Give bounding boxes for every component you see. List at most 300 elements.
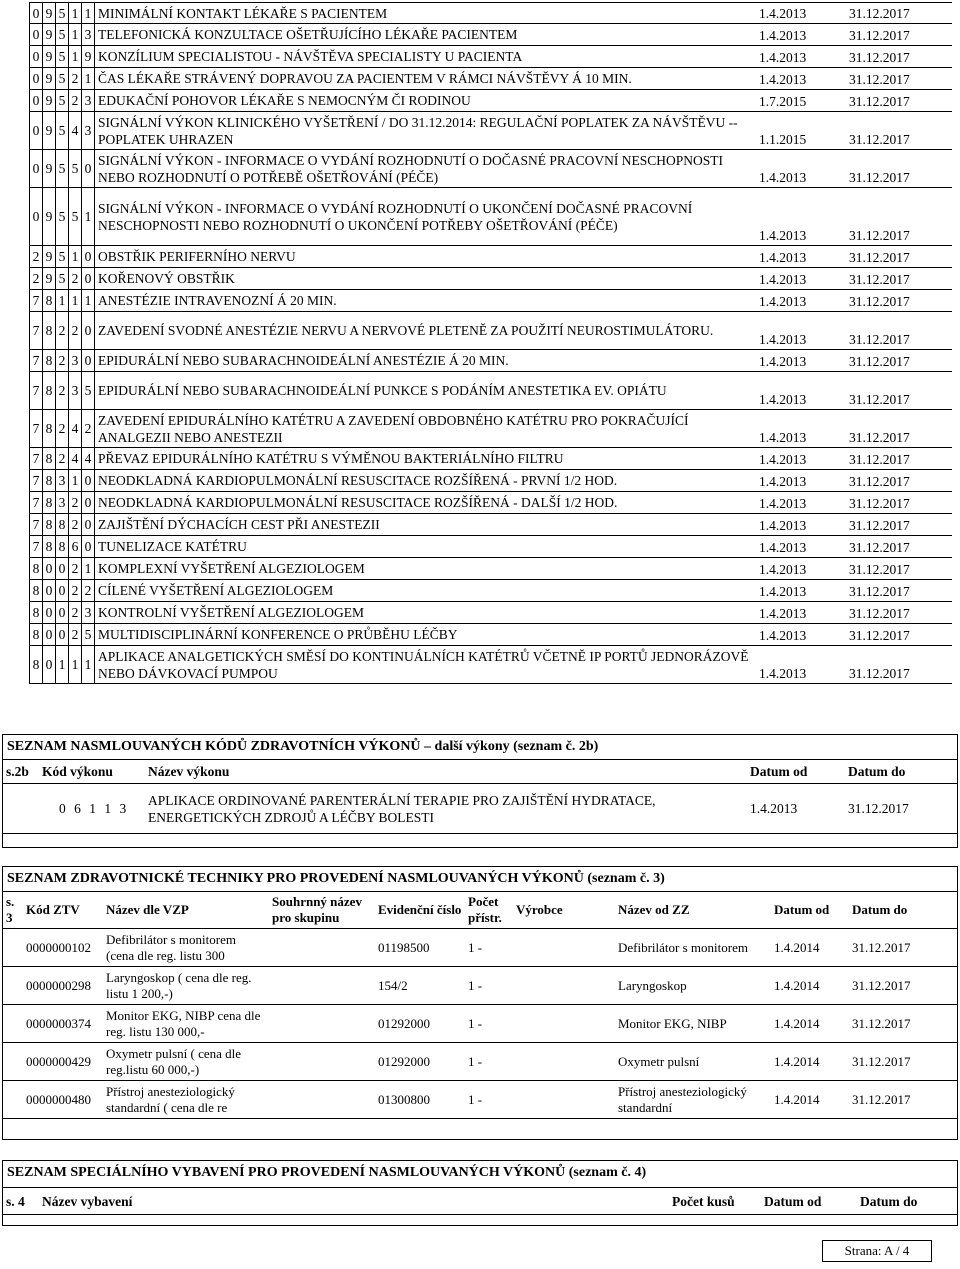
table-row [30, 410, 953, 448]
code-digit: 9 [43, 68, 56, 90]
date-from: 1.4.2013 [756, 410, 846, 448]
section-3 [2, 866, 958, 1140]
code-digit: 0 [82, 150, 95, 188]
code-digit: 0 [82, 492, 95, 514]
ztv-code: 0000000429 [23, 1043, 103, 1081]
date-from: 1.7.2015 [756, 90, 846, 112]
zz-name: Monitor EKG, NIBP [615, 1005, 771, 1043]
table-row [30, 372, 953, 410]
code-digit: 8 [43, 492, 56, 514]
code-digit: 5 [69, 188, 82, 246]
date-from: 1.4.2013 [756, 470, 846, 492]
table-row [30, 24, 953, 46]
code-digit: 0 [82, 246, 95, 268]
table-row [30, 646, 953, 684]
code-digit: 2 [56, 410, 69, 448]
code-digit: 1 [82, 646, 95, 684]
date-to: 31.12.2017 [846, 514, 952, 536]
code-digit: 3 [56, 470, 69, 492]
code-digit: 1 [69, 470, 82, 492]
code-digit: 0 [30, 3, 43, 24]
date-from: 1.4.2013 [756, 312, 846, 350]
table-row [3, 784, 957, 834]
code-digit: 0 [82, 470, 95, 492]
code-digit: 0 [43, 624, 56, 646]
code-digit: 1 [82, 290, 95, 312]
procedure-name: KONTROLNÍ VYŠETŘENÍ ALGEZIOLOGEM [95, 602, 757, 624]
date-to: 31.12.2017 [846, 536, 952, 558]
table-row [30, 558, 953, 580]
vzp-name: Laryngoskop ( cena dle reg. listu 1 200,-) [103, 967, 269, 1005]
code-digit: 9 [43, 90, 56, 112]
code-digit: 0 [30, 68, 43, 90]
code-digit: 7 [30, 312, 43, 350]
procedures-table [29, 2, 952, 684]
device-count: 1 - [465, 1081, 513, 1119]
code-digit: 7 [30, 492, 43, 514]
date-to: 31.12.2017 [846, 410, 952, 448]
date-from: 1.4.2013 [756, 246, 846, 268]
code-digit: 1 [69, 24, 82, 46]
procedure-name: ČAS LÉKAŘE STRÁVENÝ DOPRAVOU ZA PACIENTEM V RÁMCI NÁVŠTĚVY Á 10 MIN. [95, 68, 757, 90]
code-digit: 9 [43, 188, 56, 246]
evid-number: 01300800 [375, 1081, 465, 1119]
procedure-name: CÍLENÉ VYŠETŘENÍ ALGEZIOLOGEM [95, 580, 757, 602]
section-2b [2, 734, 958, 848]
code-digit: 3 [82, 112, 95, 150]
code-digit: 8 [43, 514, 56, 536]
date-from: 1.4.2014 [771, 1043, 849, 1081]
code-digit: 8 [43, 536, 56, 558]
code-digit: 2 [30, 268, 43, 290]
date-from: 1.4.2013 [756, 150, 846, 188]
date-from: 1.4.2013 [756, 448, 846, 470]
col-s: s. 4 [3, 1188, 39, 1215]
table-row [30, 290, 953, 312]
code-digit: 0 [56, 580, 69, 602]
table-row [30, 312, 953, 350]
date-from: 1.4.2013 [756, 188, 846, 246]
code-digit: 8 [43, 312, 56, 350]
date-from: 1.4.2013 [756, 268, 846, 290]
col-ztv: Kód ZTV [23, 892, 103, 929]
date-to: 31.12.2017 [846, 46, 952, 68]
code-digit: 4 [69, 410, 82, 448]
date-to: 31.12.2017 [846, 68, 952, 90]
code-digit: 5 [56, 46, 69, 68]
code-digit: 2 [69, 624, 82, 646]
evid-number: 154/2 [375, 967, 465, 1005]
code-digit: 2 [30, 246, 43, 268]
code-digit: 9 [43, 268, 56, 290]
col-evid: Evidenční číslo [375, 892, 465, 929]
code-digit: 1 [69, 46, 82, 68]
code-digit: 7 [30, 448, 43, 470]
procedure-name: SIGNÁLNÍ VÝKON - INFORMACE O VYDÁNÍ ROZHODNUTÍ O UKONČENÍ DOČASNÉ PRACOVNÍ NESCHOPNOSTI NEBO ROZHODNUTÍ O UKONČENÍ POTŘEBY OŠETŘOVÁNÍ (PÉČE) [95, 188, 757, 246]
ztv-code: 0000000374 [23, 1005, 103, 1043]
code-digit: 7 [30, 410, 43, 448]
code-digit: 0 [30, 112, 43, 150]
code-digit: 2 [82, 580, 95, 602]
code-digit: 9 [43, 112, 56, 150]
row-from: 1.4.2013 [747, 784, 845, 834]
procedure-name: TELEFONICKÁ KONZULTACE OŠETŘUJÍCÍHO LÉKAŘE PACIENTEM [95, 24, 757, 46]
code-digit: 0 [30, 150, 43, 188]
code-digit: 0 [30, 46, 43, 68]
col-from: Datum od [771, 892, 849, 929]
date-from: 1.4.2013 [756, 350, 846, 372]
evid-number: 01198500 [375, 929, 465, 967]
vzp-name: Oxymetr pulsní ( cena dle reg.listu 60 000,-) [103, 1043, 269, 1081]
date-from: 1.4.2013 [756, 558, 846, 580]
code-digit: 0 [43, 646, 56, 684]
table-row [30, 3, 953, 24]
code-digit: 2 [69, 312, 82, 350]
table-row [30, 112, 953, 150]
code-digit: 1 [69, 646, 82, 684]
date-from: 1.4.2013 [756, 3, 846, 24]
code-digit: 1 [82, 188, 95, 246]
evid-number: 01292000 [375, 1005, 465, 1043]
code-digit: 5 [56, 24, 69, 46]
table-row [30, 448, 953, 470]
table-row [30, 536, 953, 558]
row-code: 0 6 1 1 3 [39, 784, 145, 834]
table-row [30, 350, 953, 372]
table-row [3, 1081, 957, 1119]
code-digit: 2 [69, 580, 82, 602]
date-to: 31.12.2017 [846, 150, 952, 188]
section-4-title: SEZNAM SPECIÁLNÍHO VYBAVENÍ PRO PROVEDENÍ NASMLOUVANÝCH VÝKONŮ (seznam č. 4) [7, 1165, 647, 1180]
code-digit: 5 [56, 112, 69, 150]
date-from: 1.4.2014 [771, 967, 849, 1005]
date-to: 31.12.2017 [846, 448, 952, 470]
section-3-title: SEZNAM ZDRAVOTNICKÉ TECHNIKY PRO PROVEDENÍ NASMLOUVANÝCH VÝKONŮ (seznam č. 3) [7, 871, 665, 886]
code-digit: 8 [30, 646, 43, 684]
code-digit: 3 [82, 24, 95, 46]
code-digit: 7 [30, 470, 43, 492]
procedure-name: KONZÍLIUM SPECIALISTOU - NÁVŠTĚVA SPECIALISTY U PACIENTA [95, 46, 757, 68]
code-digit: 9 [43, 46, 56, 68]
procedure-name: MINIMÁLNÍ KONTAKT LÉKAŘE S PACIENTEM [95, 3, 757, 24]
code-digit: 4 [69, 448, 82, 470]
col-to: Datum do [849, 892, 957, 929]
code-digit: 8 [30, 558, 43, 580]
device-count: 1 - [465, 967, 513, 1005]
code-digit: 0 [43, 580, 56, 602]
date-from: 1.4.2014 [771, 1081, 849, 1119]
procedure-name: EDUKAČNÍ POHOVOR LÉKAŘE S NEMOCNÝM ČI RODINOU [95, 90, 757, 112]
col-name: Název vybavení [39, 1188, 669, 1215]
date-to: 31.12.2017 [846, 470, 952, 492]
date-to: 31.12.2017 [846, 350, 952, 372]
code-digit: 7 [30, 536, 43, 558]
code-digit: 2 [69, 558, 82, 580]
section-4 [2, 1160, 958, 1226]
date-to: 31.12.2017 [849, 1005, 957, 1043]
code-digit: 2 [82, 410, 95, 448]
ztv-code: 0000000298 [23, 967, 103, 1005]
table-row [30, 268, 953, 290]
date-to: 31.12.2017 [846, 602, 952, 624]
date-to: 31.12.2017 [846, 372, 952, 410]
date-from: 1.4.2013 [756, 492, 846, 514]
col-zz: Název od ZZ [615, 892, 771, 929]
table-row [3, 967, 957, 1005]
code-digit: 1 [82, 3, 95, 24]
procedure-name: NEODKLADNÁ KARDIOPULMONÁLNÍ RESUSCITACE ROZŠÍŘENÁ - PRVNÍ 1/2 HOD. [95, 470, 757, 492]
vzp-name: Defibrilátor s monitorem (cena dle reg. listu 300 [103, 929, 269, 967]
code-digit: 8 [30, 580, 43, 602]
code-digit: 5 [82, 372, 95, 410]
code-digit: 0 [82, 312, 95, 350]
table-row [30, 188, 953, 246]
code-digit: 9 [43, 246, 56, 268]
code-digit: 5 [56, 188, 69, 246]
code-digit: 5 [56, 90, 69, 112]
procedure-name: ANESTÉZIE INTRAVENOZNÍ Á 20 MIN. [95, 290, 757, 312]
col-count: Počet kusů [669, 1188, 761, 1215]
col-s: s.2b [3, 760, 39, 784]
code-digit: 1 [69, 3, 82, 24]
date-from: 1.4.2013 [756, 68, 846, 90]
col-to: Datum do [845, 760, 957, 784]
code-digit: 2 [69, 602, 82, 624]
code-digit: 8 [30, 624, 43, 646]
col-from: Datum od [747, 760, 845, 784]
procedure-name: ZAJIŠTĚNÍ DÝCHACÍCH CEST PŘI ANESTEZII [95, 514, 757, 536]
date-to: 31.12.2017 [846, 290, 952, 312]
table-row [30, 492, 953, 514]
date-from: 1.4.2013 [756, 46, 846, 68]
date-to: 31.12.2017 [846, 492, 952, 514]
table-row [3, 1043, 957, 1081]
code-digit: 0 [82, 536, 95, 558]
code-digit: 2 [56, 312, 69, 350]
code-digit: 8 [56, 514, 69, 536]
date-to: 31.12.2017 [846, 24, 952, 46]
table-row [30, 580, 953, 602]
zz-name: Laryngoskop [615, 967, 771, 1005]
table-row [30, 90, 953, 112]
col-s: s. 3 [3, 892, 23, 929]
code-digit: 9 [43, 24, 56, 46]
date-from: 1.1.2015 [756, 112, 846, 150]
section-2b-title: SEZNAM NASMLOUVANÝCH KÓDŮ ZDRAVOTNÍCH VÝKONŮ – další výkony (seznam č. 2b) [7, 739, 599, 754]
code-digit: 9 [82, 46, 95, 68]
col-group: Souhrnný název pro skupinu [269, 892, 375, 929]
code-digit: 7 [30, 514, 43, 536]
date-from: 1.4.2014 [771, 1005, 849, 1043]
code-digit: 4 [69, 112, 82, 150]
code-digit: 8 [43, 372, 56, 410]
procedure-name: NEODKLADNÁ KARDIOPULMONÁLNÍ RESUSCITACE ROZŠÍŘENÁ - DALŠÍ 1/2 HOD. [95, 492, 757, 514]
zz-name: Oxymetr pulsní [615, 1043, 771, 1081]
date-to: 31.12.2017 [849, 967, 957, 1005]
date-from: 1.4.2013 [756, 24, 846, 46]
zz-name: Defibrilátor s monitorem [615, 929, 771, 967]
code-digit: 7 [30, 290, 43, 312]
code-digit: 1 [56, 290, 69, 312]
procedure-name: KOMPLEXNÍ VYŠETŘENÍ ALGEZIOLOGEM [95, 558, 757, 580]
ztv-code: 0000000102 [23, 929, 103, 967]
code-digit: 5 [56, 246, 69, 268]
procedure-name: SIGNÁLNÍ VÝKON - INFORMACE O VYDÁNÍ ROZHODNUTÍ O DOČASNÉ PRACOVNÍ NESCHOPNOSTI NEBO ROZHODNUTÍ O POTŘEBĚ OŠETŘOVÁNÍ (PÉČE) [95, 150, 757, 188]
date-to: 31.12.2017 [849, 1043, 957, 1081]
table-row [30, 246, 953, 268]
zz-name: Přístroj anesteziologický standardní [615, 1081, 771, 1119]
code-digit: 3 [69, 350, 82, 372]
code-digit: 2 [56, 448, 69, 470]
code-digit: 3 [82, 602, 95, 624]
code-digit: 3 [82, 90, 95, 112]
procedure-name: KOŘENOVÝ OBSTŘIK [95, 268, 757, 290]
date-to: 31.12.2017 [846, 246, 952, 268]
col-count: Počet přístr. [465, 892, 513, 929]
code-digit: 1 [56, 646, 69, 684]
table-row [30, 150, 953, 188]
code-digit: 7 [30, 350, 43, 372]
device-count: 1 - [465, 1005, 513, 1043]
table-row [30, 602, 953, 624]
code-digit: 6 [69, 536, 82, 558]
date-to: 31.12.2017 [849, 1081, 957, 1119]
date-from: 1.4.2013 [756, 290, 846, 312]
row-to: 31.12.2017 [845, 784, 957, 834]
date-from: 1.4.2014 [771, 929, 849, 967]
date-from: 1.4.2013 [756, 602, 846, 624]
table-row [30, 46, 953, 68]
ztv-code: 0000000480 [23, 1081, 103, 1119]
date-from: 1.4.2013 [756, 624, 846, 646]
date-to: 31.12.2017 [846, 268, 952, 290]
row-name: APLIKACE ORDINOVANÉ PARENTERÁLNÍ TERAPIE PRO ZAJIŠTĚNÍ HYDRATACE, ENERGETICKÝCH ZDROJŮ A LÉČBY BOLESTI [145, 784, 747, 834]
code-digit: 0 [56, 624, 69, 646]
code-digit: 7 [30, 372, 43, 410]
evid-number: 01292000 [375, 1043, 465, 1081]
device-count: 1 - [465, 1043, 513, 1081]
date-to: 31.12.2017 [846, 646, 952, 684]
procedure-name: PŘEVAZ EPIDURÁLNÍHO KATÉTRU S VÝMĚNOU BAKTERIÁLNÍHO FILTRU [95, 448, 757, 470]
date-from: 1.4.2013 [756, 372, 846, 410]
col-vzp: Název dle VZP [103, 892, 269, 929]
code-digit: 0 [30, 24, 43, 46]
code-digit: 5 [56, 3, 69, 24]
date-to: 31.12.2017 [846, 3, 952, 24]
procedure-name: EPIDURÁLNÍ NEBO SUBARACHNOIDEÁLNÍ ANESTÉZIE Á 20 MIN. [95, 350, 757, 372]
code-digit: 2 [69, 268, 82, 290]
code-digit: 2 [69, 90, 82, 112]
date-to: 31.12.2017 [846, 312, 952, 350]
code-digit: 2 [56, 350, 69, 372]
table-row [30, 470, 953, 492]
code-digit: 3 [56, 492, 69, 514]
code-digit: 8 [43, 448, 56, 470]
code-digit: 2 [69, 68, 82, 90]
date-to: 31.12.2017 [846, 90, 952, 112]
procedure-name: TUNELIZACE KATÉTRU [95, 536, 757, 558]
date-from: 1.4.2013 [756, 580, 846, 602]
code-digit: 2 [69, 492, 82, 514]
code-digit: 8 [30, 602, 43, 624]
code-digit: 0 [30, 188, 43, 246]
code-digit: 8 [56, 536, 69, 558]
col-to: Datum do [857, 1188, 957, 1215]
code-digit: 0 [82, 268, 95, 290]
section-2b-table [3, 759, 957, 834]
vzp-name: Monitor EKG, NIBP cena dle reg. listu 130 000,- [103, 1005, 269, 1043]
col-name: Název výkonu [145, 760, 747, 784]
procedure-name: OBSTŘIK PERIFERNÍHO NERVU [95, 246, 757, 268]
code-digit: 1 [69, 246, 82, 268]
code-digit: 9 [43, 3, 56, 24]
procedure-name: MULTIDISCIPLINÁRNÍ KONFERENCE O PRŮBĚHU LÉČBY [95, 624, 757, 646]
table-row [3, 1005, 957, 1043]
vzp-name: Přístroj anesteziologický standardní ( cena dle re [103, 1081, 269, 1119]
code-digit: 3 [69, 372, 82, 410]
code-digit: 9 [43, 150, 56, 188]
table-row [30, 624, 953, 646]
code-digit: 0 [82, 514, 95, 536]
code-digit: 8 [43, 470, 56, 492]
code-digit: 1 [69, 290, 82, 312]
code-digit: 0 [56, 602, 69, 624]
date-to: 31.12.2017 [846, 624, 952, 646]
code-digit: 0 [30, 90, 43, 112]
code-digit: 2 [56, 372, 69, 410]
date-to: 31.12.2017 [846, 580, 952, 602]
code-digit: 0 [43, 558, 56, 580]
code-digit: 8 [43, 290, 56, 312]
date-to: 31.12.2017 [846, 558, 952, 580]
page-number: Strana: A / 4 [822, 1240, 932, 1262]
col-maker: Výrobce [513, 892, 615, 929]
table-row [3, 929, 957, 967]
code-digit: 5 [56, 268, 69, 290]
procedure-name: SIGNÁLNÍ VÝKON KLINICKÉHO VYŠETŘENÍ / DO 31.12.2014: REGULAČNÍ POPLATEK ZA NÁVŠTĚVU -- POPLATEK UHRAZEN [95, 112, 757, 150]
code-digit: 1 [82, 558, 95, 580]
table-row [30, 514, 953, 536]
date-from: 1.4.2013 [756, 514, 846, 536]
code-digit: 2 [69, 514, 82, 536]
code-digit: 8 [43, 350, 56, 372]
section-3-table [3, 891, 957, 1119]
procedure-name: ZAVEDENÍ EPIDURÁLNÍHO KATÉTRU A ZAVEDENÍ OBDOBNÉHO KATÉTRU PRO POKRAČUJÍCÍ ANALGEZII NEBO ANESTEZII [95, 410, 757, 448]
procedure-name: ZAVEDENÍ SVODNÉ ANESTÉZIE NERVU A NERVOVÉ PLETENĚ ZA POUŽITÍ NEUROSTIMULÁTORU. [95, 312, 757, 350]
col-from: Datum od [761, 1188, 857, 1215]
section-4-table [3, 1187, 957, 1215]
code-digit: 5 [82, 624, 95, 646]
code-digit: 5 [69, 150, 82, 188]
table-row [30, 68, 953, 90]
code-digit: 0 [56, 558, 69, 580]
code-digit: 4 [82, 448, 95, 470]
code-digit: 5 [56, 68, 69, 90]
date-from: 1.4.2013 [756, 646, 846, 684]
date-to: 31.12.2017 [846, 188, 952, 246]
procedure-name: EPIDURÁLNÍ NEBO SUBARACHNOIDEÁLNÍ PUNKCE S PODÁNÍM ANESTETIKA EV. OPIÁTU [95, 372, 757, 410]
device-count: 1 - [465, 929, 513, 967]
date-from: 1.4.2013 [756, 536, 846, 558]
code-digit: 0 [82, 350, 95, 372]
date-to: 31.12.2017 [846, 112, 952, 150]
code-digit: 0 [43, 602, 56, 624]
code-digit: 8 [43, 410, 56, 448]
date-to: 31.12.2017 [849, 929, 957, 967]
procedure-name: APLIKACE ANALGETICKÝCH SMĚSÍ DO KONTINUÁLNÍCH KATÉTRŮ VČETNĚ IP PORTŮ JEDNORÁZOVĚ NEBO DÁVKOVACÍ PUMPOU [95, 646, 757, 684]
code-digit: 5 [56, 150, 69, 188]
col-code: Kód výkonu [39, 760, 145, 784]
